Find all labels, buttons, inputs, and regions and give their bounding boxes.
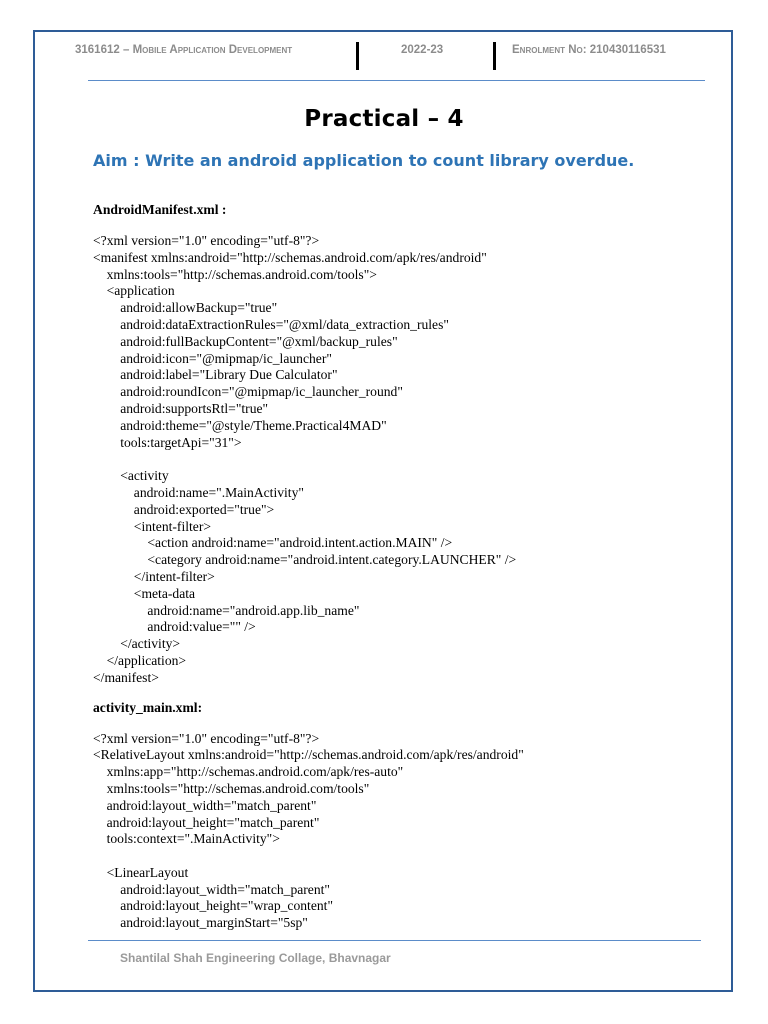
header-divider-2	[493, 42, 496, 70]
code-line: </manifest>	[93, 669, 159, 685]
code-line	[93, 848, 713, 865]
header-course	[75, 44, 292, 56]
code-line: android:icon="@mipmap/ic_launcher"	[93, 350, 332, 366]
document-body	[93, 201, 713, 932]
header-course-name: Mobile Application Development	[132, 44, 293, 56]
code-line: xmlns:tools="http://schemas.android.com/tools">	[93, 266, 377, 282]
code-line: android:dataExtractionRules="@xml/data_extraction_rules"	[93, 316, 449, 332]
code-line: android:layout_width="match_parent"	[93, 797, 317, 813]
code-line: </application>	[93, 652, 187, 668]
header-enrolment-number: 210430116531	[589, 44, 666, 56]
code-block	[93, 731, 713, 933]
code-line: <action android:name="android.intent.action.MAIN" />	[93, 535, 453, 551]
page-title: Practical – 4	[304, 106, 464, 132]
code-line: android:roundIcon="@mipmap/ic_launcher_round"	[93, 384, 403, 400]
code-line: android:layout_marginStart="5sp"	[93, 915, 308, 931]
header-enrolment	[512, 44, 666, 56]
code-line: android:exported="true">	[93, 501, 275, 517]
code-line: </activity>	[93, 636, 181, 652]
header-dash: –	[122, 44, 130, 56]
page-footer: Shantilal Shah Engineering Collage, Bhavnagar	[120, 951, 391, 965]
code-line: <activity	[93, 468, 169, 484]
code-line: <manifest xmlns:android="http://schemas.android.com/apk/res/android"	[93, 249, 487, 265]
code-line: tools:targetApi="31">	[93, 434, 242, 450]
code-line: <RelativeLayout xmlns:android="http://schemas.android.com/apk/res/android"	[93, 747, 524, 763]
code-line: <category android:name="android.intent.category.LAUNCHER" />	[93, 552, 517, 568]
code-line: android:name=".MainActivity"	[93, 484, 304, 500]
code-line: <meta-data	[93, 585, 196, 601]
code-block	[93, 233, 713, 687]
code-line: <?xml version="1.0" encoding="utf-8"?>	[93, 730, 320, 746]
heading-gap	[93, 716, 713, 731]
code-line: <application	[93, 283, 175, 299]
section-heading: AndroidManifest.xml :	[93, 202, 227, 217]
code-line: android:name="android.app.lib_name"	[93, 602, 360, 618]
code-line: android:layout_height="match_parent"	[93, 814, 320, 830]
code-line: android:layout_width="match_parent"	[93, 881, 330, 897]
header-course-code: 3161612	[75, 44, 120, 56]
footer-rule	[88, 940, 701, 941]
code-line: android:theme="@style/Theme.Practical4MAD"	[93, 417, 387, 433]
code-line: xmlns:app="http://schemas.android.com/apk/res-auto"	[93, 764, 404, 780]
code-line: android:layout_height="wrap_content"	[93, 898, 333, 914]
code-line: android:value="" />	[93, 619, 256, 635]
code-line: xmlns:tools="http://schemas.android.com/tools"	[93, 780, 370, 796]
code-line: <?xml version="1.0" encoding="utf-8"?>	[93, 233, 320, 248]
code-line: android:allowBackup="true"	[93, 300, 278, 316]
code-line: android:supportsRtl="true"	[93, 400, 269, 416]
code-line: tools:context=".MainActivity">	[93, 831, 280, 847]
header-enrolment-label: Enrolment No:	[512, 44, 587, 56]
code-line: android:fullBackupContent="@xml/backup_rules"	[93, 333, 398, 349]
aim-statement: Aim : Write an android application to count library overdue.	[93, 151, 635, 170]
header-divider-1	[356, 42, 359, 70]
header-rule	[88, 80, 705, 81]
code-line: <LinearLayout	[93, 864, 189, 880]
header-year: 2022-23	[401, 44, 444, 56]
page-header	[0, 44, 768, 64]
code-line: <intent-filter>	[93, 518, 212, 534]
code-line: </intent-filter>	[93, 568, 215, 584]
section-heading: activity_main.xml:	[93, 699, 203, 715]
section-gap	[93, 687, 713, 699]
code-line: android:label="Library Due Calculator"	[93, 367, 338, 383]
code-line	[93, 451, 713, 468]
heading-gap	[93, 218, 713, 233]
